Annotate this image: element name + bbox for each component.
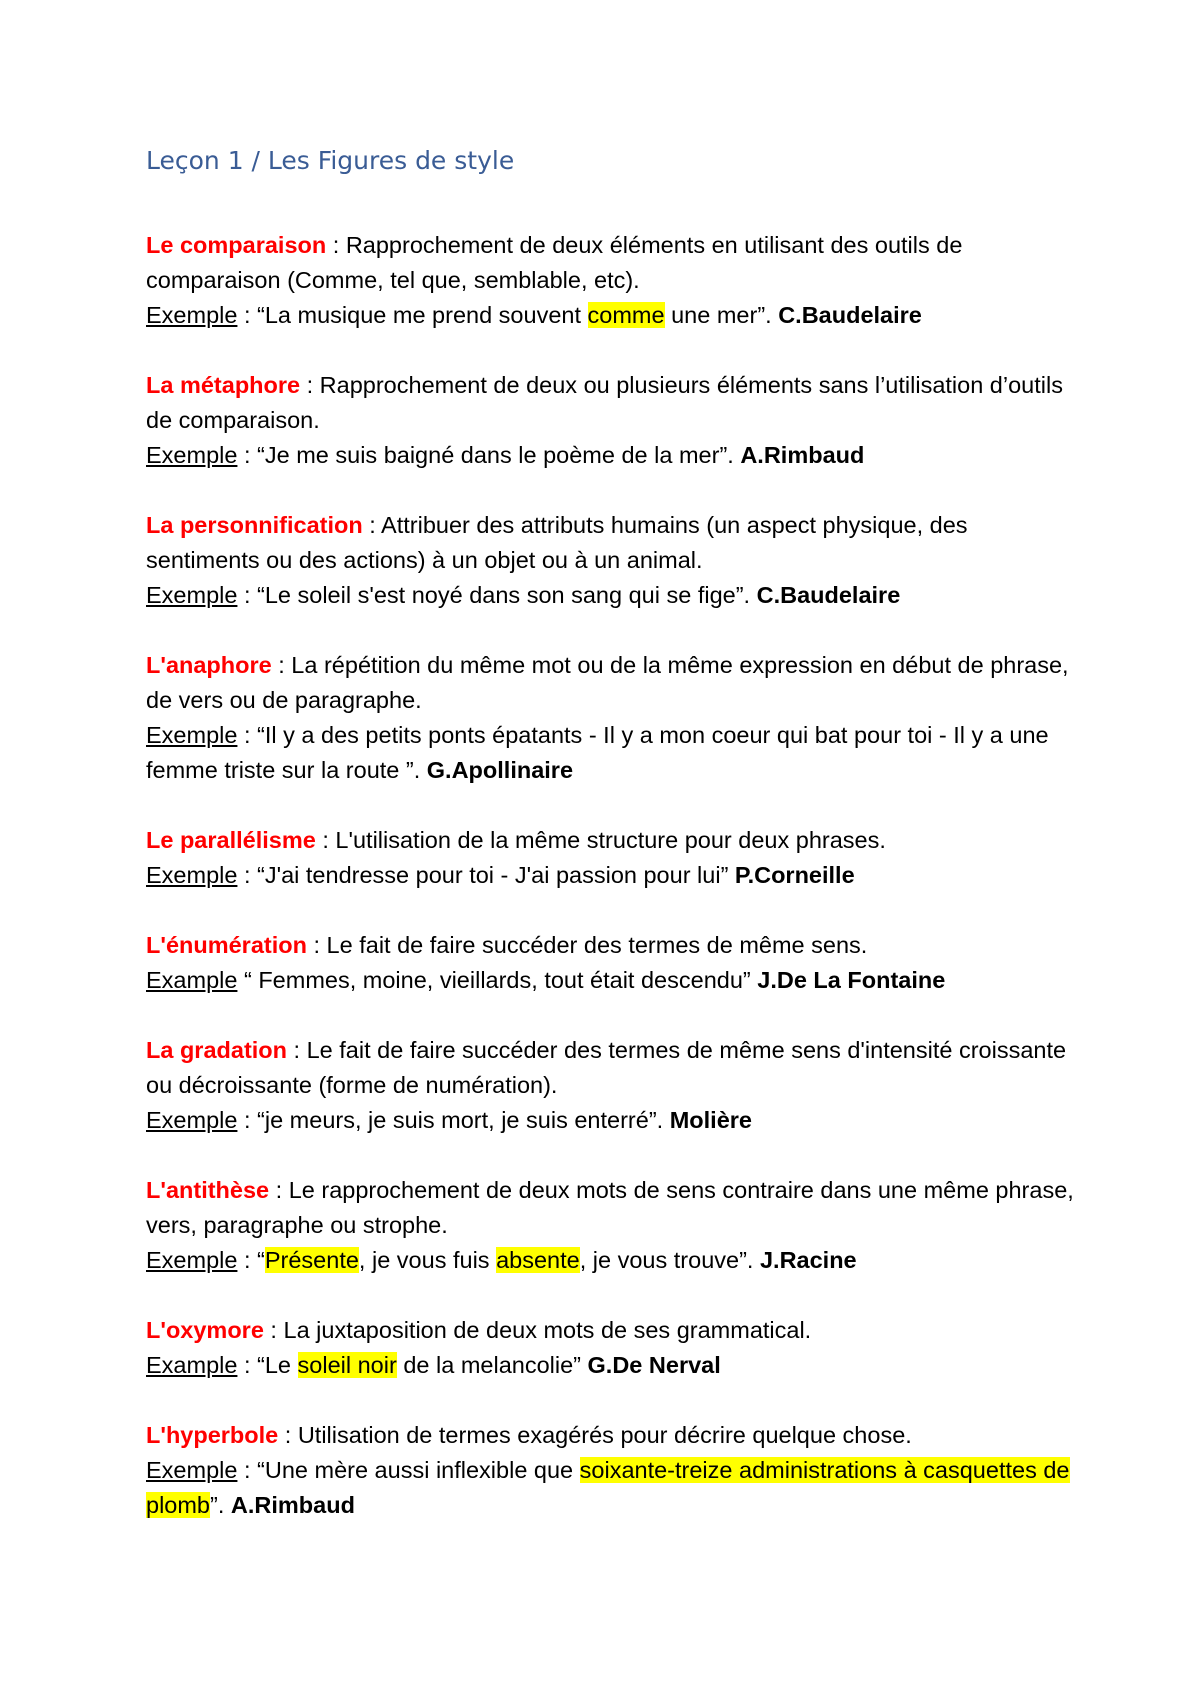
figure-definition (146, 648, 1076, 718)
author-name: J.De La Fontaine (757, 967, 946, 993)
figure-definition (146, 1033, 1076, 1103)
figure-example (146, 438, 1076, 473)
highlighted-text: soixante-treize administrations à casquettes de plomb (146, 1457, 1070, 1518)
figure-example (146, 718, 1076, 788)
example-text: , je vous fuis (358, 1247, 497, 1273)
figure-entry (146, 1033, 1076, 1138)
definition-text: : L'utilisation de la même structure pour deux phrases. (315, 827, 886, 853)
figure-entry (146, 508, 1076, 613)
figure-term: L'anaphore (146, 652, 272, 678)
definition-text: : Rapprochement de deux éléments en utilisant des outils de comparaison (Comme, tel que, semblable, etc). (146, 232, 963, 293)
example-label: Exemple (146, 1247, 238, 1273)
figure-example (146, 858, 1076, 893)
example-text: “ Femmes, moine, vieillards, tout était descendu” (237, 967, 758, 993)
definition-text: : La juxtaposition de deux mots de ses grammatical. (263, 1317, 812, 1343)
author-name: G.De Nerval (587, 1352, 721, 1378)
highlighted-text: Présente (264, 1247, 359, 1273)
figure-example (146, 1453, 1076, 1523)
definition-text: : Attribuer des attributs humains (un aspect physique, des sentiments ou des actions) à un objet ou à un animal. (146, 512, 968, 573)
figure-definition (146, 1418, 1076, 1453)
example-text: : “J'ai tendresse pour toi - J'ai passion pour lui” (237, 862, 735, 888)
figure-definition (146, 823, 1076, 858)
figure-term: L'oxymore (146, 1317, 264, 1343)
figure-example (146, 1243, 1076, 1278)
example-text: , je vous trouve”. (579, 1247, 760, 1273)
definition-text: : Le fait de faire succéder des termes de même sens. (306, 932, 868, 958)
author-name: C.Baudelaire (778, 302, 922, 328)
figure-entry (146, 228, 1076, 333)
figure-entry (146, 1313, 1076, 1383)
figure-term: L'antithèse (146, 1177, 270, 1203)
figure-entry (146, 1418, 1076, 1523)
figure-term: La personnification (146, 512, 363, 538)
author-name: J.Racine (759, 1247, 857, 1273)
figures-list (146, 228, 1076, 1558)
figure-definition (146, 1313, 1076, 1348)
example-text: : “Une mère aussi inflexible que (237, 1457, 580, 1483)
figure-definition (146, 368, 1076, 438)
example-text: : “Il y a des petits ponts épatants - Il y a mon coeur qui bat pour toi - Il y a une femme triste sur la route ”. (146, 722, 1049, 783)
figure-entry (146, 648, 1076, 788)
author-name: C.Baudelaire (756, 582, 901, 608)
example-text: : “je meurs, je suis mort, je suis enterré”. (237, 1107, 670, 1133)
figure-definition (146, 1173, 1076, 1243)
figure-example (146, 298, 1076, 333)
example-text: ”. (210, 1492, 231, 1518)
example-text: une mer”. (664, 302, 779, 328)
figure-term: La gradation (146, 1037, 288, 1063)
definition-text: : Rapprochement de deux ou plusieurs éléments sans l’utilisation d’outils de comparaison. (146, 372, 1063, 433)
figure-entry (146, 1173, 1076, 1278)
example-text: : “Je me suis baigné dans le poème de la mer”. (237, 442, 741, 468)
example-label: Example (146, 1352, 238, 1378)
example-label: Exemple (146, 722, 238, 748)
definition-text: : Le rapprochement de deux mots de sens contraire dans une même phrase, vers, paragraphe ou strophe. (146, 1177, 1074, 1238)
example-text: : “Le soleil s'est noyé dans son sang qui se fige”. (237, 582, 757, 608)
highlighted-text: absente (496, 1247, 580, 1273)
definition-text: : Le fait de faire succéder des termes de même sens d'intensité croissante ou décroissante (forme de numération). (146, 1037, 1067, 1098)
author-name: A.Rimbaud (230, 1492, 355, 1518)
figure-term: L'énumération (146, 932, 307, 958)
author-name: A.Rimbaud (740, 442, 865, 468)
author-name: Molière (669, 1107, 752, 1133)
example-label: Example (146, 967, 238, 993)
example-text: de la melancolie” (396, 1352, 588, 1378)
example-text: : “Le (237, 1352, 298, 1378)
highlighted-text: soleil noir (297, 1352, 397, 1378)
example-label: Exemple (146, 1107, 238, 1133)
figure-term: La métaphore (146, 372, 301, 398)
figure-term: L'hyperbole (146, 1422, 279, 1448)
figure-example (146, 578, 1076, 613)
definition-text: : Utilisation de termes exagérés pour décrire quelque chose. (278, 1422, 912, 1448)
figure-entry (146, 928, 1076, 998)
example-label: Exemple (146, 862, 238, 888)
author-name: G.Apollinaire (426, 757, 574, 783)
figure-entry (146, 823, 1076, 893)
figure-example (146, 1103, 1076, 1138)
figure-entry (146, 368, 1076, 473)
example-label: Exemple (146, 302, 238, 328)
figure-term: Le parallélisme (146, 827, 316, 853)
example-text: : “ (237, 1247, 265, 1273)
figure-definition (146, 508, 1076, 578)
example-label: Exemple (146, 1457, 238, 1483)
author-name: P.Corneille (734, 862, 855, 888)
definition-text: : La répétition du même mot ou de la même expression en début de phrase, de vers ou de paragraphe. (146, 652, 1069, 713)
page-title: Leçon 1 / Les Figures de style (146, 146, 515, 175)
highlighted-text: comme (587, 302, 665, 328)
figure-definition (146, 928, 1076, 963)
example-label: Exemple (146, 582, 238, 608)
figure-definition (146, 228, 1076, 298)
figure-example (146, 963, 1076, 998)
figure-term: Le comparaison (146, 232, 327, 258)
example-label: Exemple (146, 442, 238, 468)
example-text: : “La musique me prend souvent (237, 302, 588, 328)
figure-example (146, 1348, 1076, 1383)
